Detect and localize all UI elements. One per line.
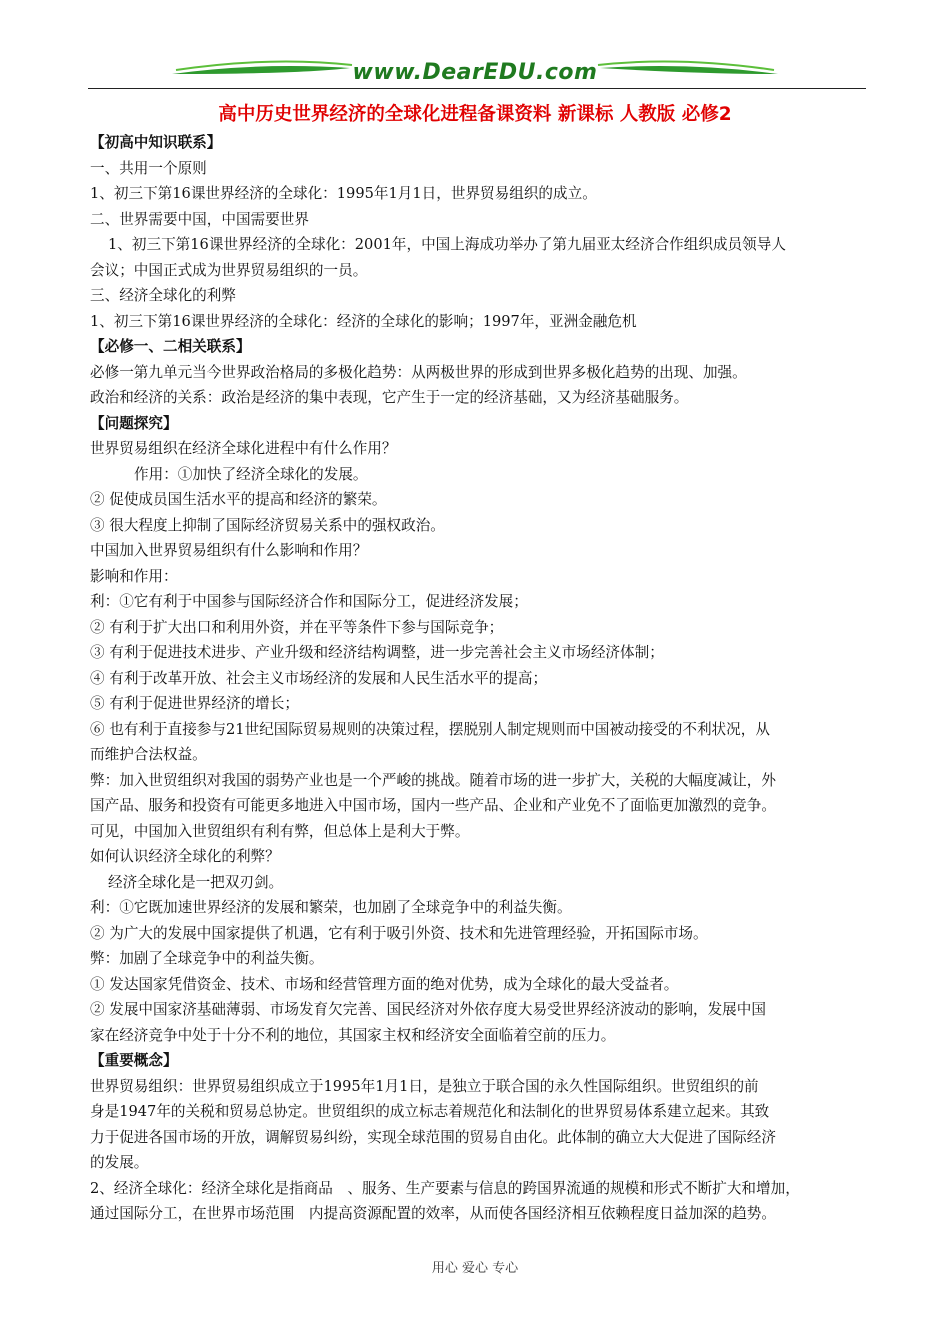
document-body [90,130,864,1227]
section-heading: 【问题探究】 [90,414,178,432]
paragraph: 身是1947年的关税和贸易总协定。世贸组织的成立标志着规范化和法制化的世界贸易体系建立起来。其致 [90,1103,770,1120]
list-item: ⑤ 有利于促进世界经济的增长； [90,695,299,712]
paragraph: 1、初三下第16课世界经济的全球化：经济的全球化的影响；1997年，亚洲金融危机 [90,312,637,330]
list-item: ⑥ 也有利于直接参与21世纪国际贸易规则的决策过程，摆脱别人制定规则而中国被动接受的不利状况，从 [90,720,770,738]
paragraph: 弊：加剧了全球竞争中的利益失衡。 [90,950,324,967]
paragraph: 会议；中国正式成为世界贸易组织的一员。 [90,261,368,279]
paragraph: 作用：①加快了经济全球化的发展。 [134,465,368,483]
paragraph: 的发展。 [90,1154,149,1171]
paragraph: 必修一第九单元当今世界政治格局的多极化趋势：从两极世界的形成到世界多极化趋势的出现、加强。 [90,363,747,381]
paragraph: 弊：加入世贸组织对我国的弱势产业也是一个严峻的挑战。随着市场的进一步扩大，关税的大幅度减让，外 [90,771,776,789]
page-footer: 用心 爱心 专心 [431,1261,519,1276]
list-item: 利：①它既加速世界经济的发展和繁荣，也加剧了全球竞争中的利益失衡。 [90,899,572,916]
paragraph: 通过国际分工，在世界市场范围 内提高资源配置的效率，从而使各国经济相互依赖程度日益加深的趋势。 [90,1205,776,1222]
section-heading: 【必修一、二相关联系】 [90,338,251,355]
list-item: ② 有利于扩大出口和利用外资，并在平等条件下参与国际竞争； [90,618,504,636]
paragraph: 经济全球化是一把双刃剑。 [108,873,284,891]
site-header [0,52,950,92]
paragraph: 可见，中国加入世贸组织有利有弊，但总体上是利大于弊。 [90,822,470,840]
section-heading: 【初高中知识联系】 [90,134,222,151]
page-title: 高中历史世界经济的全球化进程备课资料 新课标 人教版 必修2 [218,104,732,125]
list-item: ② 促使成员国生活水平的提高和经济的繁荣。 [90,491,387,508]
list-item: ② 发展中国家济基础薄弱、市场发育欠完善、国民经济对外依存度大易受世界经济波动的影响，发展中国 [90,1001,766,1018]
list-item: ① 发达国家凭借资金、技术、市场和经营管理方面的绝对优势，成为全球化的最大受益者。 [90,975,679,993]
paragraph: 世界贸易组织：世界贸易组织成立于1995年1月1日，是独立于联合国的永久性国际组织。世贸组织的前 [90,1077,759,1095]
list-item: 家在经济竞争中处于十分不利的地位，其国家主权和经济安全面临着空前的压力。 [90,1026,616,1044]
list-item: 而维护合法权益。 [90,746,207,763]
list-item: ③ 很大程度上抑制了国际经济贸易关系中的强权政治。 [90,516,445,534]
site-logo-text: www.DearEDU.com [352,60,598,85]
list-item: ② 为广大的发展中国家提供了机遇，它有利于吸引外资、技术和先进管理经验，开拓国际市场。 [90,924,708,942]
paragraph: 1、初三下第16课世界经济的全球化：2001年，中国上海成功举办了第九届亚太经济合作组织成员领导人 [108,236,786,253]
paragraph: 2、经济全球化：经济全球化是指商品 、服务、生产要素与信息的跨国界流通的规模和形式不断扩大和增加， [90,1179,800,1197]
section-heading: 【重要概念】 [90,1052,178,1069]
question: 世界贸易组织在经济全球化进程中有什么作用？ [90,440,397,457]
paragraph: 影响和作用： [90,567,178,585]
paragraph: 三、经济全球化的利弊 [90,287,236,304]
list-item: 利：①它有利于中国参与国际经济合作和国际分工，促进经济发展； [90,593,528,610]
question: 中国加入世界贸易组织有什么影响和作用？ [90,542,368,559]
paragraph: 1、初三下第16课世界经济的全球化：1995年1月1日，世界贸易组织的成立。 [90,185,597,202]
paragraph: 一、共用一个原则 [90,159,207,177]
question: 如何认识经济全球化的利弊？ [90,848,280,865]
paragraph: 力于促进各国市场的开放，调解贸易纠纷，实现全球范围的贸易自由化。此体制的确立大大促进了国际经济 [90,1128,776,1146]
header-divider [88,88,866,89]
list-item: ④ 有利于改革开放、社会主义市场经济的发展和人民生活水平的提高； [90,669,548,687]
paragraph: 二、世界需要中国，中国需要世界 [90,210,309,228]
list-item: ③ 有利于促进技术进步、产业升级和经济结构调整，进一步完善社会主义市场经济体制； [90,644,664,661]
paragraph: 政治和经济的关系：政治是经济的集中表现，它产生于一定的经济基础，又为经济基础服务。 [90,389,689,406]
paragraph: 国产品、服务和投资有可能更多地进入中国市场，国内一些产品、企业和产业免不了面临更加激烈的竞争。 [90,797,776,814]
